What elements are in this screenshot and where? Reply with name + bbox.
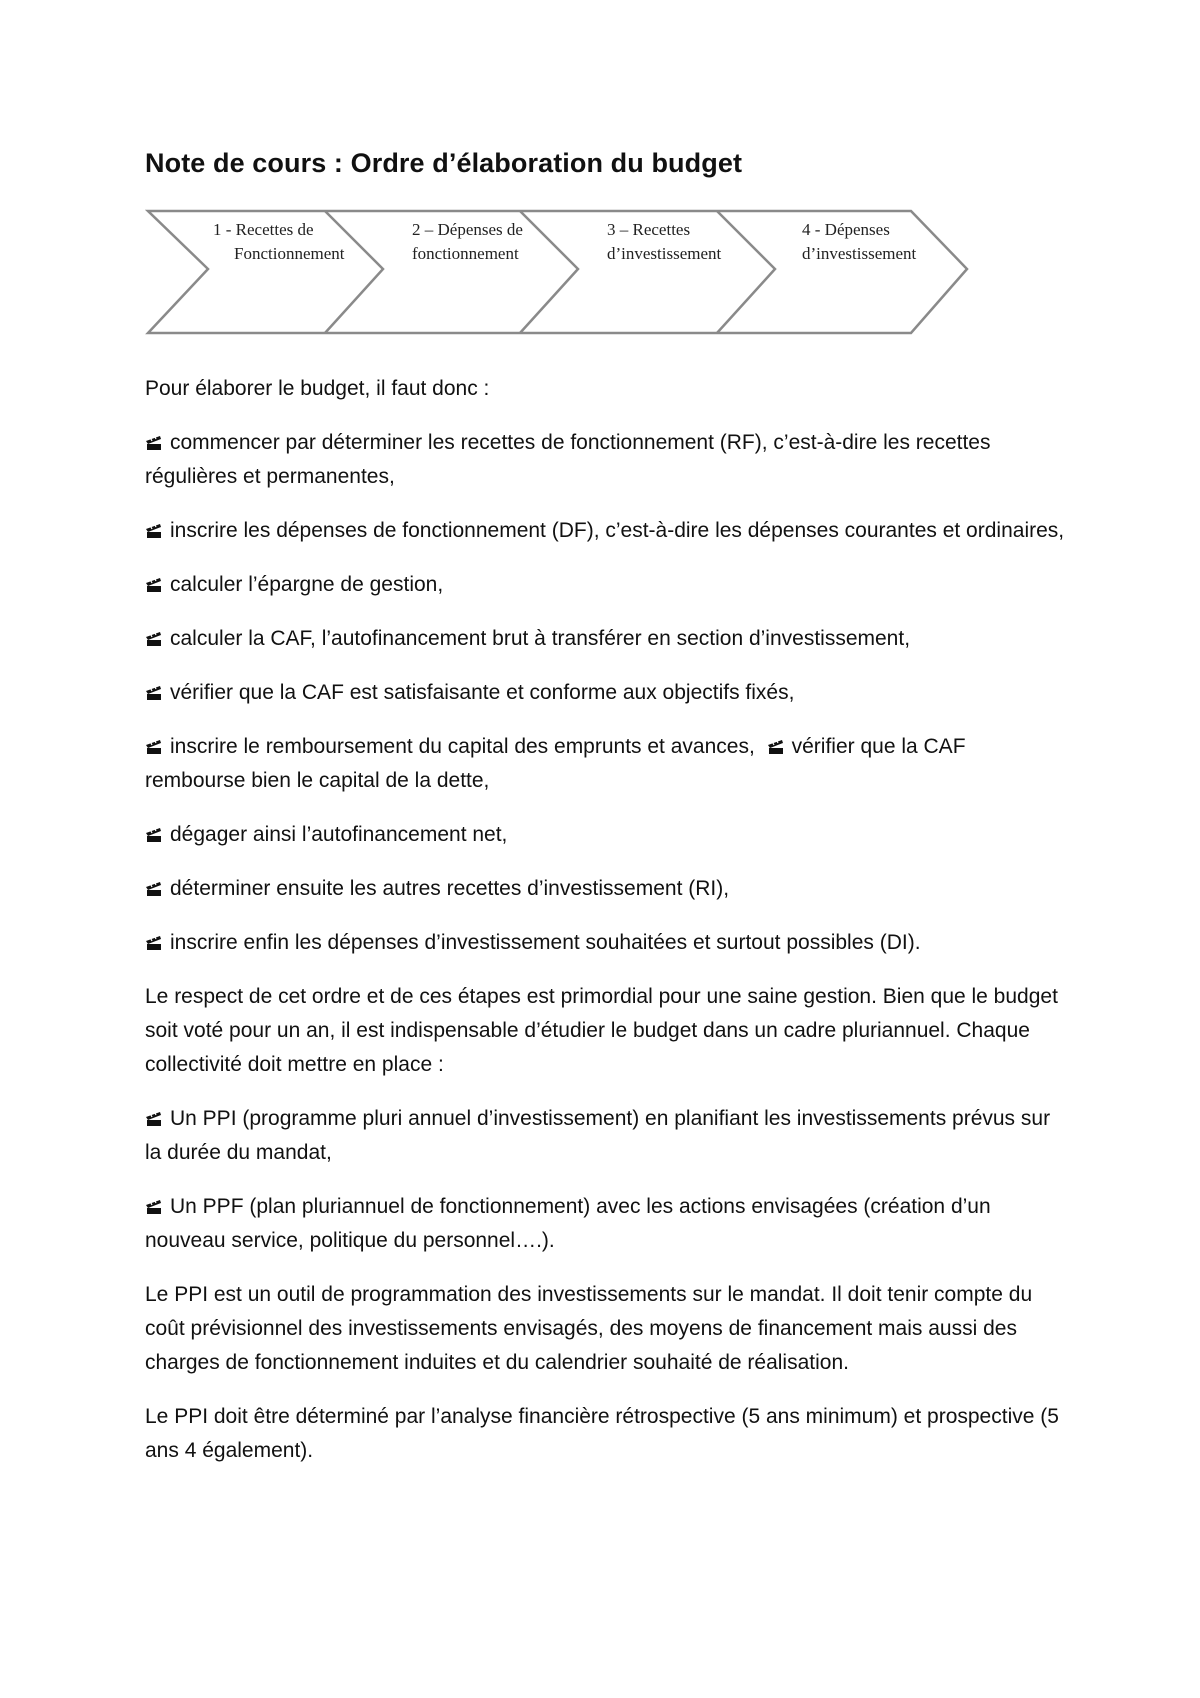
bullet-icon [767, 737, 784, 755]
bullet-icon [145, 683, 162, 701]
bullet-icon [145, 737, 162, 755]
list-item: inscrire enfin les dépenses d’investissement souhaitées et surtout possibles (DI). [145, 926, 1070, 960]
bullet-icon [145, 825, 162, 843]
bullet-icon [145, 879, 162, 897]
document-body [145, 372, 1070, 1488]
list-item: vérifier que la CAF est satisfaisante et conforme aux objectifs fixés, [145, 676, 1070, 710]
bullet-icon [145, 521, 162, 539]
step-3-line2: d’investissement [607, 244, 722, 263]
bullet-icon [145, 1109, 162, 1127]
list-item: Un PPI (programme pluri annuel d’investissement) en planifiant les investissements prévus sur la durée du mandat, [145, 1107, 1051, 1164]
list-item: inscrire le remboursement du capital des emprunts et avances, vérifier que la CAF rembourse bien le capital de la dette, [145, 735, 966, 792]
intro-paragraph: Pour élaborer le budget, il faut donc : [145, 377, 490, 400]
list-item: dégager ainsi l’autofinancement net, [145, 818, 1070, 852]
list-item: inscrire les dépenses de fonctionnement (DF), c’est-à-dire les dépenses courantes et ordinaires, [145, 514, 1070, 548]
page-title: Note de cours : Ordre d’élaboration du budget [145, 148, 743, 178]
step-2-line1: 2 – Dépenses de [412, 220, 523, 239]
process-chevron-diagram [145, 205, 975, 341]
bullet-icon [145, 1197, 162, 1215]
list-item: calculer l’épargne de gestion, [145, 568, 1070, 602]
paragraph: Le PPI doit être déterminé par l’analyse financière rétrospective (5 ans minimum) et prospective (5 ans 4 également). [145, 1405, 1059, 1462]
bullet-icon [145, 933, 162, 951]
bullet-icon [145, 433, 162, 451]
step-3-line1: 3 – Recettes [607, 220, 691, 239]
list-item: calculer la CAF, l’autofinancement brut à transférer en section d’investissement, [145, 622, 1070, 656]
list-item: commencer par déterminer les recettes de fonctionnement (RF), c’est-à-dire les recettes régulières et permanentes, [145, 431, 991, 488]
list-item: déterminer ensuite les autres recettes d’investissement (RI), [145, 872, 1070, 906]
step-4-line1: 4 - Dépenses [802, 220, 890, 239]
list-item: Un PPF (plan pluriannuel de fonctionnement) avec les actions envisagées (création d’un nouveau service, politique du personnel….). [145, 1195, 991, 1252]
step-1-line1: 1 - Recettes de [213, 220, 314, 239]
step-2-line2: fonctionnement [412, 244, 519, 263]
paragraph: Le respect de cet ordre et de ces étapes est primordial pour une saine gestion. Bien que le budget soit voté pour un an, il est indispensable d’étudier le budget dans un cadre pluriannuel. Chaque collectivité doit mettre en place : [145, 985, 1058, 1076]
step-1-line2: Fonctionnement [234, 244, 345, 263]
bullet-icon [145, 575, 162, 593]
paragraph: Le PPI est un outil de programmation des investissements sur le mandat. Il doit tenir compte du coût prévisionnel des investissements envisagés, des moyens de financement mais aussi des charges de fonctionnement induites et du calendrier souhaité de réalisation. [145, 1283, 1033, 1374]
bullet-icon [145, 629, 162, 647]
step-4-line2: d’investissement [802, 244, 917, 263]
